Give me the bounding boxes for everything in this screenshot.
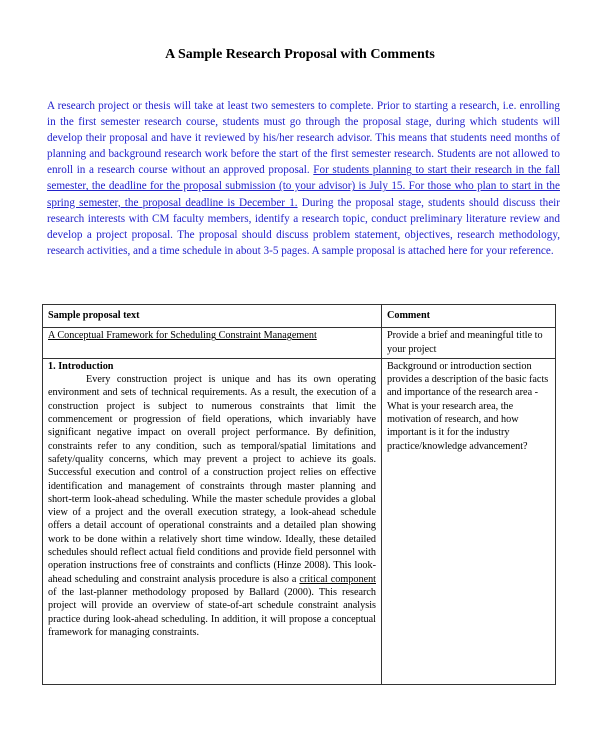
critical-component-link: critical component <box>299 573 377 585</box>
header-comment: Comment <box>382 305 556 328</box>
table-header-row <box>43 305 556 328</box>
introduction-comment-cell: Background or introduction section provides a description of the basic facts and importance of the research area - What is your research area, the motivation of research, and how important is it for the industry practice/knowledge advancement? <box>382 358 556 684</box>
introduction-text-b: of the last-planner methodology proposed by Ballard (2000). This research project will provide an overview of state-of-art schedule constraint analysis practice during look-ahead scheduling. In addition, it will propose a conceptual framework for managing constraints. <box>48 586 376 638</box>
title-cell <box>43 328 382 359</box>
table-row <box>43 328 556 359</box>
document-title: A Sample Research Proposal with Comments <box>165 47 435 62</box>
proposal-table <box>42 304 556 685</box>
introduction-heading: 1. Introduction <box>48 360 114 372</box>
title-comment-cell: Provide a brief and meaningful title to your project <box>382 328 556 359</box>
introduction-cell <box>43 358 382 684</box>
intro-paragraph <box>47 98 560 259</box>
table-row <box>43 358 556 684</box>
intro-text-3: During the proposal stage, students should discuss their research interests with CM faculty members, identify a research topic, conduct preliminary literature review and develop a project proposal. The proposal should discuss problem statement, objectives, research methodology, research activities, and a time schedule in about 3-5 pages. A sample proposal is attached here for your reference. <box>47 196 560 257</box>
header-sample-text: Sample proposal text <box>43 305 382 328</box>
introduction-text-a: Every construction project is unique and has its own operating environment and sets of technical requirements. As a result, the execution of a construction project is subject to numerous constraints that limit the commencement or progression of field operations, which invariably have significant negative impact on overall project performance. By definition, constraints refer to any condition, such as temporal/spatial limitations and safety/quality concerns, which may prevent a project to achieve its goals. Successful execution and control of a construction project relies on effective identification and management of constraints through master planning and short-term look-ahead scheduling. While the master schedule provides a global view of a project and the overall execution strategy, a look-ahead schedule offers a detail account of operational constraints and a detailed plan showing work to be done within a relatively short time window. Ideally, these detailed schedules should reflect actual field conditions and provide field personnel with operation instructions free of constraints and conflicts (Hinze 2008). This look-ahead scheduling and constraint analysis procedure is also a <box>48 374 376 585</box>
intro-deadline-text: For students planning to start their research in the fall semester, the deadline for the proposal submission (to your advisor) is July 15. For those who plan to start in the spring semester, the proposal deadline is December 1. <box>47 164 560 209</box>
intro-text-1: A research project or thesis will take at least two semesters to complete. Prior to starting a research, i.e. enrolling in the first semester research course, students must go through the proposal stage, during which students will develop their proposal and have it reviewed by his/her research advisor. This means that students need months of planning and background research work before the start of the first semester research. Students are not allowed to enroll in a research course without an approved proposal. <box>47 100 560 177</box>
proposal-title: A Conceptual Framework for Scheduling Constraint Management <box>48 330 317 342</box>
